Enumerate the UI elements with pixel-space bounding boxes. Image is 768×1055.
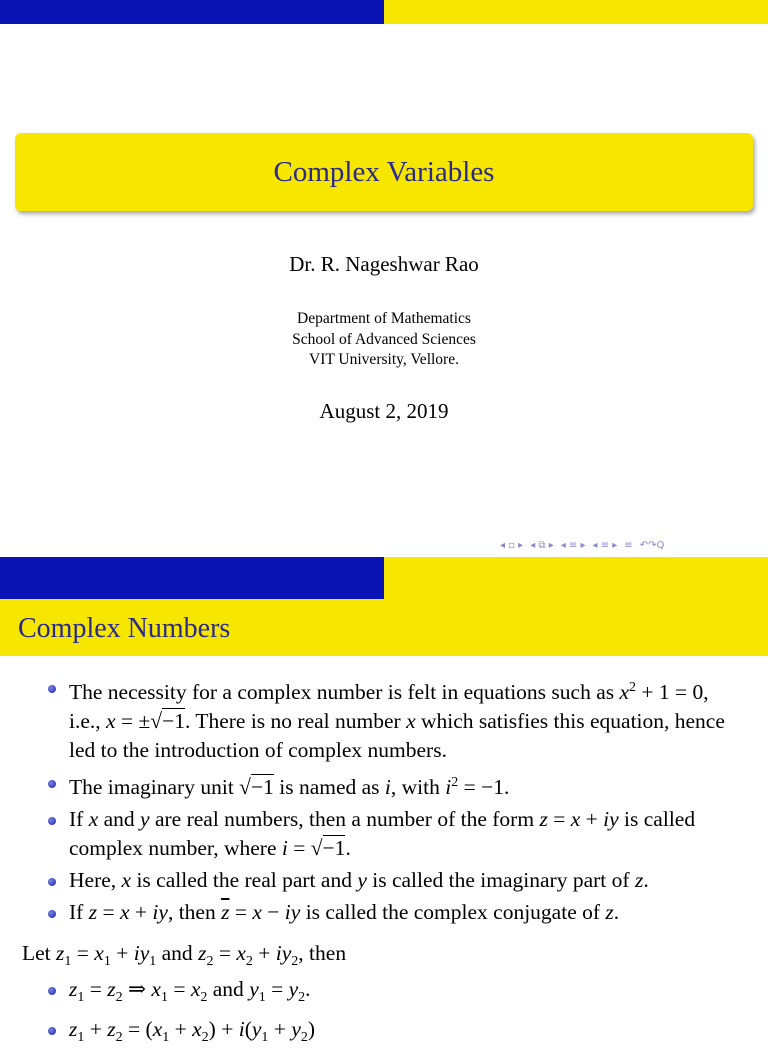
- header-strip: [0, 557, 768, 599]
- nav-subsection-icon[interactable]: ◂ ≡ ▸: [592, 539, 618, 551]
- nav-prev-slide-icon[interactable]: ◂ ▫ ▸: [500, 539, 524, 551]
- institute-line: School of Advanced Sciences: [292, 330, 476, 348]
- list-item: If z = x + iy, then $\overline{z} = x$ − iy is called the complex conjugate of z.: [0, 898, 768, 927]
- nav-frame-icon[interactable]: ◂ ⧉ ▸: [530, 539, 554, 551]
- institute-line: Department of Mathematics: [297, 310, 471, 327]
- frame-title-bar: [0, 599, 768, 656]
- presentation-title: Complex Variables: [273, 155, 495, 188]
- presentation-date: August 2, 2019: [319, 399, 449, 423]
- paragraph: Let $z_1 = x_1 + iy_1$ and $z_2 = x_2 + iy_2$, then: [22, 941, 347, 969]
- institute-line: VIT University, Vellore.: [309, 351, 459, 368]
- beamer-navigation[interactable]: [500, 536, 765, 554]
- title-box: [15, 133, 753, 211]
- nav-appendix-icon[interactable]: ≡: [624, 539, 633, 551]
- list-item: The imaginary unit √−1 is named as i, with $i^2 = -1$.: [0, 768, 768, 802]
- frame-title: Complex Numbers: [18, 613, 231, 644]
- header-strip: [0, 0, 768, 24]
- nav-search-icon[interactable]: ↶↷Q: [639, 539, 665, 551]
- nav-section-icon[interactable]: ◂ ≡ ▸: [560, 539, 586, 551]
- list-item: Here, x is called the real part and y is called the imaginary part of z.: [0, 866, 768, 895]
- author-name: Dr. R. Nageshwar Rao: [289, 252, 479, 276]
- list-item: $z_1 + z_2 = (x_1 + x_2) + i(y_1 + y_2)$: [0, 1015, 768, 1052]
- list-item: $z_1 = z_2$ ⇒ $x_1 = x_2$ and $y_1 = y_2$.: [0, 975, 768, 1012]
- list-item: The necessity for a complex number is felt in equations such as $x^2 + 1 = 0$, i.e., x = ±√−1. There is no real number x which satisfies this equation, hence led to the introduction of complex numbers.: [0, 673, 768, 765]
- list-item: If x and y are real numbers, then a number of the form z = x + iy is called complex number, where i = √−1.: [0, 805, 768, 863]
- bullet-list: [0, 975, 768, 1055]
- institute-block: [0, 309, 768, 371]
- bullet-list: [0, 673, 768, 930]
- content-slide: [0, 557, 768, 1045]
